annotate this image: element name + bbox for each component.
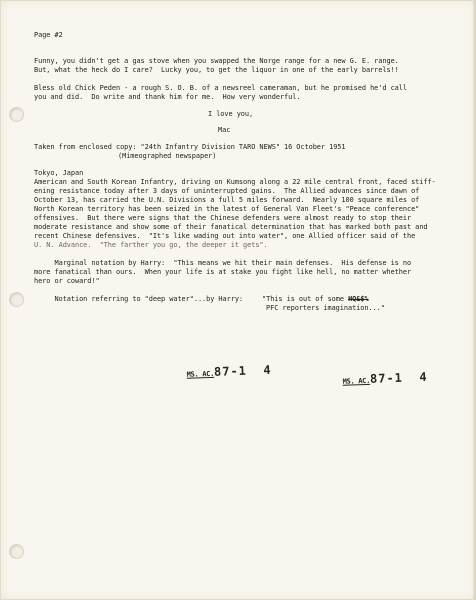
punch-hole-middle <box>9 292 24 307</box>
stamp-right-prefix: MS. AC. <box>342 376 371 386</box>
archive-stamp-right <box>303 347 428 408</box>
article-line-4: North Korean territory has been seized in the latest of General Van Fleet's "Peace conference" <box>34 205 420 213</box>
stamp-left-prefix: MS. AC. <box>186 369 215 379</box>
stamp-right-number: 87-1 4 <box>369 369 428 386</box>
struck-word: HQ&$% <box>348 295 369 303</box>
marginal-note-1-line-3: hero or coward!" <box>34 277 100 285</box>
stamp-left-number: 87-1 4 <box>213 362 272 379</box>
archive-stamp-left <box>147 340 272 401</box>
page-label: Page #2 <box>34 31 63 39</box>
signature: Mac <box>218 126 231 134</box>
paragraph-1-line-1: Funny, you didn't get a gas stove when you swapped the Norge range for a new G. E. range. <box>34 57 399 65</box>
marginal-note-1-line-2: more fanatical than ours. When your life is at stake you fight like hell, no matter whether <box>34 268 412 276</box>
marginal-note-1-line-1: Marginal notation by Harry: "This means we hit their main defenses. His defense is no <box>34 259 412 267</box>
article-line-7: recent Chinese defensives. "It's like wading out into water", one Allied officer said of the <box>34 232 416 240</box>
article-line-6: moderate resistance and show some of their fanatical determination that has marked both past and <box>34 223 428 231</box>
marginal-note-2-quote-start: "This is out of some <box>262 295 349 303</box>
article-line-1: American and South Korean Infantry, driving on Kumsong along a 22 mile central front, faced stiff- <box>34 178 436 186</box>
marginal-note-2-quote-line-2: PFC reporters imagination..." <box>266 304 385 312</box>
marginal-note-2-label: Notation referring to "deep water"...by Harry: <box>34 295 244 303</box>
punch-hole-top <box>9 107 24 122</box>
closing: I love you, <box>208 110 254 118</box>
punch-hole-bottom <box>9 544 24 559</box>
paragraph-2-line-1: Bless old Chick Peden - a rough S. O. B. of a newsreel cameraman, but he promised he'd call <box>34 84 407 92</box>
paragraph-1-line-2: But, what the heck do I care? Lucky you, to get the liquor in one of the early barrels!! <box>34 66 399 74</box>
article-line-2: ening resistance today after 3 days of uninterrupted gains. The Allied advances since dawn of <box>34 187 420 195</box>
source-note: (Mimeographed newspaper) <box>118 152 217 160</box>
article-line-8: U. N. Advance. "The farther you go, the deeper it gets". <box>34 241 268 249</box>
marginal-note-2-quote-line-1 <box>262 295 369 304</box>
paragraph-2-line-2: you and did. Do write and thank him for me. How very wonderful. <box>34 93 301 101</box>
source-line: Taken from enclosed copy: "24th Infantry Division TARO NEWS" 16 October 1951 <box>34 143 346 151</box>
dateline: Tokyo, Japan <box>34 169 84 177</box>
article-line-3: October 13, has carried the U.N. Divisions a full 5 miles forward. Nearly 100 square miles of <box>34 196 420 204</box>
article-line-5: offensives. But there were signs that the Chinese defenders were almost ready to stop their <box>34 214 412 222</box>
